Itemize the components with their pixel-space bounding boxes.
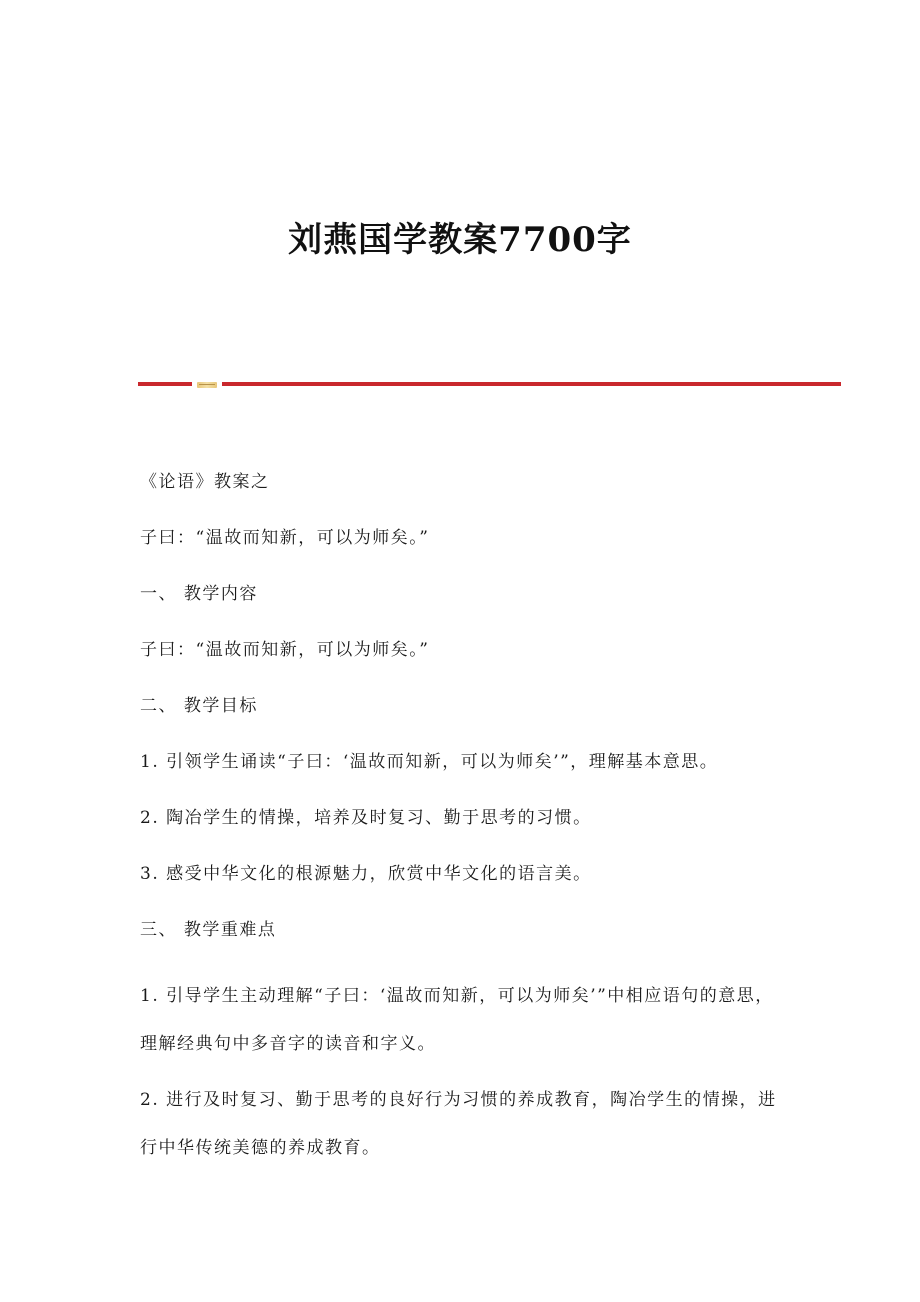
paragraph-heading: 《论语》教案之 [140,472,270,492]
paragraph-quote: 子曰：“温故而知新，可以为师矣。” [140,528,430,548]
document-body [140,468,785,1180]
goal-item: 1. 引领学生诵读“子曰：‘温故而知新，可以为师矣’”，理解基本意思。 [140,752,719,772]
divider-bar-left [138,382,192,386]
title-divider [138,380,841,388]
divider-bar-right [222,382,841,386]
section-heading-content: 一、 教学内容 [140,584,258,604]
document-title: 刘燕国学教案7700字 [288,220,632,260]
divider-ornament-icon [197,382,217,388]
key-point-item: 2. 进行及时复习、勤于思考的良好行为习惯的养成教育，陶冶学生的情操，进行中华传统美德的养成教育。 [140,1090,777,1158]
paragraph-quote: 子曰：“温故而知新，可以为师矣。” [140,640,430,660]
key-point-item: 1. 引导学生主动理解“子曰：‘温故而知新，可以为师矣’”中相应语句的意思，理解经典句中多音字的读音和字义。 [140,986,774,1054]
section-heading-key-points: 三、 教学重难点 [140,920,277,940]
goal-item: 2. 陶冶学生的情操，培养及时复习、勤于思考的习惯。 [140,808,592,828]
section-heading-goals: 二、 教学目标 [140,696,258,716]
goal-item: 3. 感受中华文化的根源魅力，欣赏中华文化的语言美。 [140,864,592,884]
